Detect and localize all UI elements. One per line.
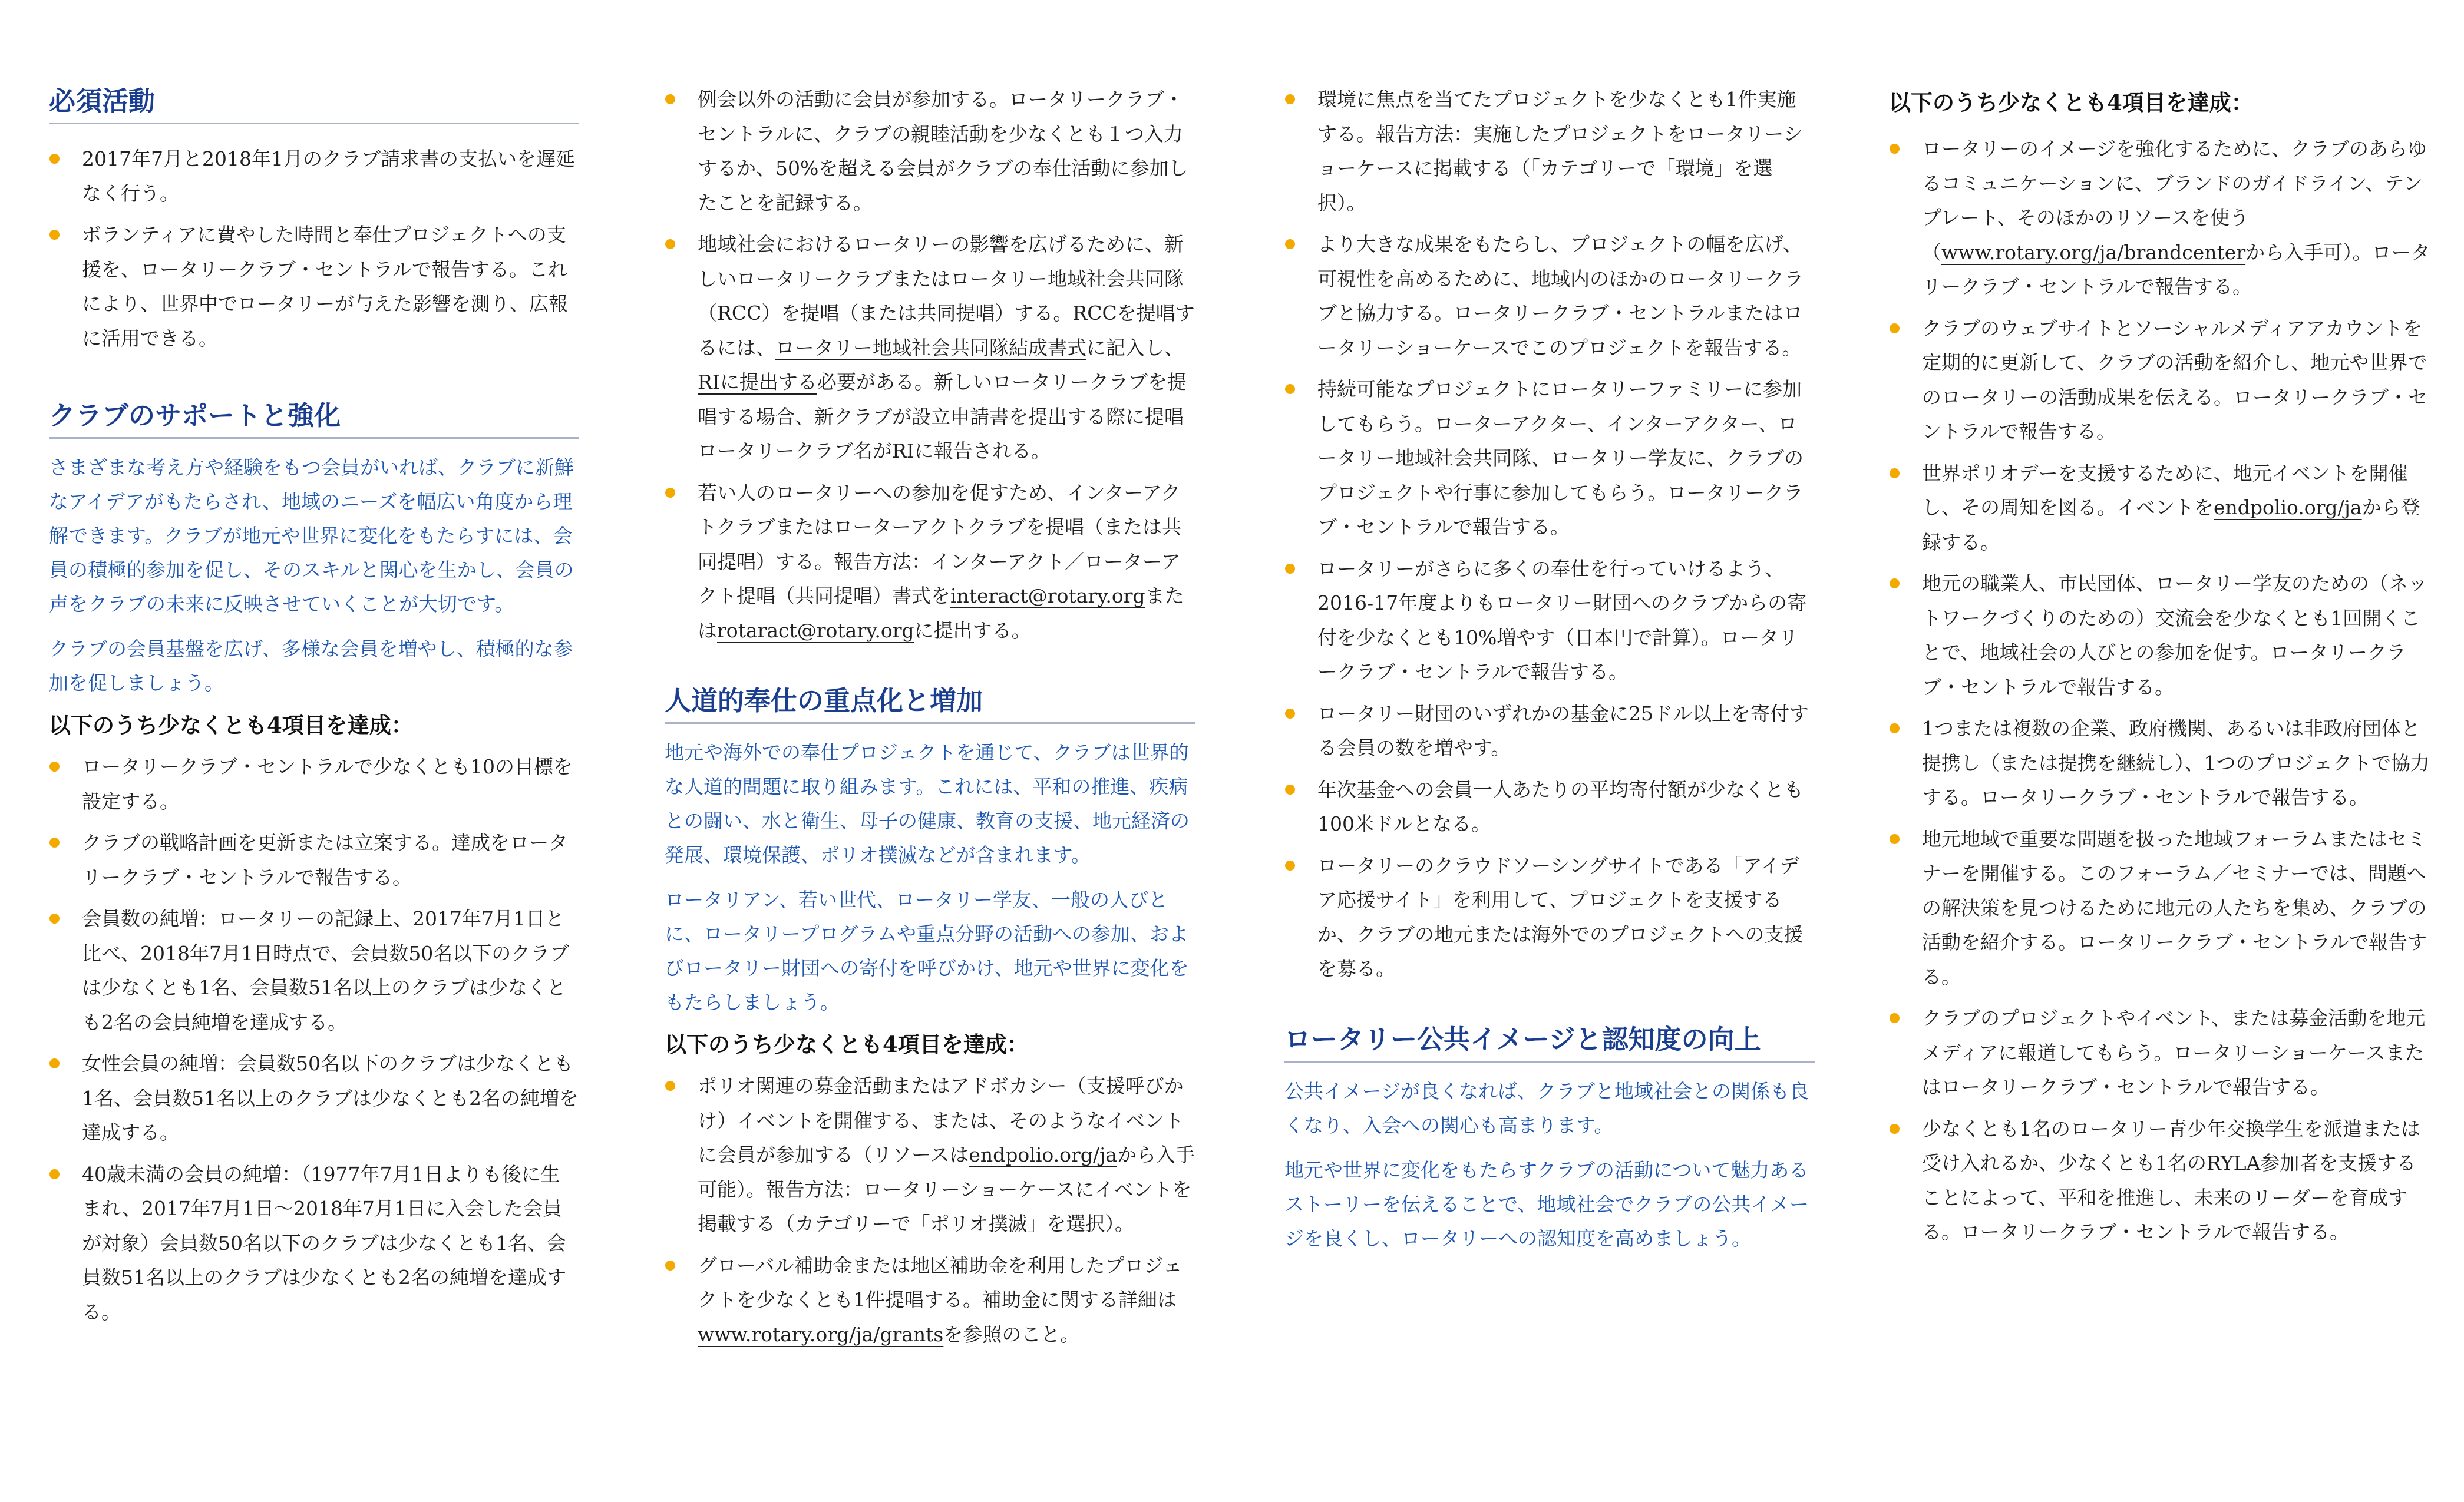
bullet-dot-icon	[1890, 723, 1900, 733]
list-item: 40歳未満の会員の純増：（1977年7月1日よりも後に生まれ、2017年7月1日〜2018年7月1日に入会した会員が対象）会員数50名以下のクラブは少なくとも1名、会員数51名以上のクラブは少なくとも2名の純増を達成する。	[49, 1157, 579, 1330]
bullet-dot-icon	[1890, 323, 1900, 333]
bullet-dot-icon	[49, 914, 60, 924]
list-item: クラブのウェブサイトとソーシャルメディアアカウントを定期的に更新して、クラブの活動を紹介し、地元や世界でのロータリーの活動成果を伝える。ロータリークラブ・セントラルで報告する。	[1889, 312, 2431, 449]
bullet-dot-icon	[1285, 785, 1295, 795]
bullet-dot-icon	[1890, 144, 1900, 154]
column-2	[665, 0, 1195, 1352]
intro-paragraph: 公共イメージが良くなれば、クラブと地域社会との関係も良くなり、入会への関心も高まります。	[1284, 1079, 1809, 1137]
club-support-list	[49, 750, 579, 1329]
endpolio-link[interactable]: endpolio.org/ja	[969, 1143, 1117, 1166]
section-heading-public-image: ロータリー公共イメージと認知度の向上	[1284, 1022, 1815, 1063]
bullet-dot-icon	[665, 1261, 675, 1271]
grants-link[interactable]: www.rotary.org/ja/grants	[698, 1322, 944, 1346]
list-item: 地元地域で重要な問題を扱った地域フォーラムまたはセミナーを開催する。このフォーラム／セミナーでは、問題への解決策を見つけるために地元の人たちを集め、クラブの活動を紹介する。ロータリークラブ・セントラルで報告する。	[1889, 822, 2431, 995]
subheading: 以下のうち少なくとも4項目を達成：	[665, 1031, 1029, 1057]
intro-paragraph: さまざまな考え方や経験をもつ会員がいれば、クラブに新鮮なアイデアがもたらされ、地域のニーズを幅広い角度から理解できます。クラブが地元や世界に変化をもたらすには、会員の積極的参加を促し、そのスキルと関心を生かし、会員の声をクラブの未来に反映させていくことが大切です。	[49, 456, 574, 616]
rotaract-email-link[interactable]: rotaract@rotary.org	[717, 618, 914, 642]
bullet-dot-icon	[665, 488, 675, 498]
bullet-dot-icon	[49, 230, 60, 240]
list-item: 持続可能なプロジェクトにロータリーファミリーに参加してもらう。ローターアクター、インターアクター、ロータリー地域社会共同隊、ロータリー学友に、クラブのプロジェクトや行事に参加してもらう。ロータリークラブ・セントラルで報告する。	[1284, 372, 1815, 545]
column-3	[1284, 0, 1815, 1256]
list-item: ロータリーのイメージを強化するために、クラブのあらゆるコミュニケーションに、ブランドのガイドライン、テンプレート、そのほかのリソースを使う（www.rotary.org/ja/brandcenterから入手可）。ロータリークラブ・セントラルで報告する。	[1889, 132, 2431, 305]
list-item: ロータリーのクラウドソーシングサイトである「アイデア応援サイト」を利用して、プロジェクトを支援するか、クラブの地元または海外でのプロジェクトへの支援を募る。	[1284, 849, 1815, 987]
list-item: ロータリーがさらに多くの奉仕を行っていけるよう、2016-17年度よりもロータリー財団へのクラブからの寄付を少なくとも10%増やす（日本円で計算）。ロータリークラブ・セントラルで報告する。	[1284, 552, 1815, 690]
bullet-dot-icon	[1285, 709, 1295, 719]
submit-to-ri-link[interactable]: RIに提出する	[698, 370, 817, 393]
list-item: 女性会員の純増：会員数50名以下のクラブは少なくとも1名、会員数51名以上のクラブは少なくとも2名の純増を達成する。	[49, 1047, 579, 1150]
bullet-dot-icon	[665, 94, 675, 104]
list-item: ロータリー財団のいずれかの基金に25ドル以上を寄付する会員の数を増やす。	[1284, 697, 1815, 766]
bullet-dot-icon	[1285, 861, 1295, 871]
bullet-dot-icon	[1890, 834, 1900, 844]
list-item: 若い人のロータリーへの参加を促すため、インターアクトクラブまたはローターアクトクラブを提唱（または共同提唱）する。報告方法：インターアクト／ローターアクト提唱（共同提唱）書式をinteract@rotary.orgまたはrotaract@rotary.orgに提出する。	[665, 476, 1195, 649]
bullet-dot-icon	[1890, 1124, 1900, 1134]
bullet-dot-icon	[49, 762, 60, 772]
bullet-dot-icon	[1285, 239, 1295, 249]
public-image-list	[1889, 132, 2431, 1250]
list-item: 地域社会におけるロータリーの影響を広げるために、新しいロータリークラブまたはロータリー地域社会共同隊（RCC）を提唱（または共同提唱）する。RCCを提唱するには、ロータリー地域社会共同隊結成書式に記入し、RIに提出する必要がある。新しいロータリークラブを提唱する場合、新クラブが設立申請書を提出する際に提唱ロータリークラブ名がRIに報告される。	[665, 227, 1195, 469]
column-4	[1889, 0, 2431, 1250]
bullet-dot-icon	[1890, 468, 1900, 478]
section-heading-required: 必須活動	[49, 84, 579, 124]
list-item: より大きな成果をもたらし、プロジェクトの幅を広げ、可視性を高めるために、地域内のほかのロータリークラブと協力する。ロータリークラブ・セントラルまたはロータリーショーケースでこのプロジェクトを報告する。	[1284, 227, 1815, 365]
bullet-dot-icon	[1890, 1013, 1900, 1023]
bullet-dot-icon	[665, 1081, 675, 1091]
humanitarian-list	[665, 1069, 1195, 1352]
list-item: 少なくとも1名のロータリー青少年交換学生を派遣または受け入れるか、少なくとも1名のRYLA参加者を支援することによって、平和を推進し、未来のリーダーを育成する。ロータリークラブ・セントラルで報告する。	[1889, 1112, 2431, 1250]
list-item: クラブの戦略計画を更新または立案する。達成をロータリークラブ・セントラルで報告する。	[49, 826, 579, 895]
list-item: ボランティアに費やした時間と奉仕プロジェクトへの支援を、ロータリークラブ・セントラルで報告する。これにより、世界中でロータリーが与えた影響を測り、広報に活用できる。	[49, 218, 579, 356]
list-item: 世界ポリオデーを支援するために、地元イベントを開催し、その周知を図る。イベントをendpolio.org/jaから登録する。	[1889, 456, 2431, 560]
endpolio-link[interactable]: endpolio.org/ja	[2214, 496, 2362, 519]
list-item: 年次基金への会員一人あたりの平均寄付額が少なくとも100米ドルとなる。	[1284, 773, 1815, 842]
bullet-dot-icon	[1285, 384, 1295, 394]
list-item: 会員数の純増：ロータリーの記録上、2017年7月1日と比べ、2018年7月1日時点で、会員数50名以下のクラブは少なくとも1名、会員数51名以上のクラブは少なくとも2名の会員純増を達成する。	[49, 902, 579, 1040]
intro-paragraph: クラブの会員基盤を広げ、多様な会員を増やし、積極的な参加を促しましょう。	[49, 637, 573, 694]
list-item: クラブのプロジェクトやイベント、または募金活動を地元メディアに報道してもらう。ロータリーショーケースまたはロータリークラブ・セントラルで報告する。	[1889, 1001, 2431, 1105]
column-1	[49, 0, 579, 1329]
bullet-dot-icon	[49, 154, 60, 164]
section-heading-club-support: クラブのサポートと強化	[49, 398, 579, 439]
rcc-form-link[interactable]: ロータリー地域社会共同隊結成書式	[775, 336, 1086, 359]
required-list	[49, 142, 579, 356]
bullet-dot-icon	[1285, 564, 1295, 574]
interact-email-link[interactable]: interact@rotary.org	[950, 584, 1145, 607]
list-item: ロータリークラブ・セントラルで少なくとも10の目標を設定する。	[49, 750, 579, 819]
intro-paragraph: ロータリアン、若い世代、ロータリー学友、一般の人びとに、ロータリープログラムや重点分野の活動への参加、およびロータリー財団への寄付を呼びかけ、地元や世界に変化をもたらしましょう。	[665, 888, 1189, 1014]
bullet-dot-icon	[1890, 578, 1900, 588]
subheading: 以下のうち少なくとも4項目を達成：	[1889, 90, 2253, 115]
list-item: グローバル補助金または地区補助金を利用したプロジェクトを少なくとも1件提唱する。補助金に関する詳細はwww.rotary.org/ja/grantsを参照のこと。	[665, 1249, 1195, 1352]
list-item: 2017年7月と2018年1月のクラブ請求書の支払いを遅延なく行う。	[49, 142, 579, 211]
bullet-dot-icon	[49, 1058, 60, 1068]
club-support-list-continued	[665, 82, 1195, 648]
bullet-dot-icon	[665, 239, 675, 249]
list-item: 環境に焦点を当てたプロジェクトを少なくとも1件実施する。報告方法：実施したプロジェクトをロータリーショーケースに掲載する（「カテゴリーで「環境」を選択）。	[1284, 82, 1815, 220]
list-item: 例会以外の活動に会員が参加する。ロータリークラブ・セントラルに、クラブの親睦活動を少なくとも１つ入力するか、50%を超える会員がクラブの奉仕活動に参加したことを記録する。	[665, 82, 1195, 220]
bullet-dot-icon	[49, 838, 60, 848]
section-heading-humanitarian: 人道的奉仕の重点化と増加	[665, 683, 1195, 724]
humanitarian-list-continued	[1284, 82, 1815, 987]
list-item: 1つまたは複数の企業、政府機関、あるいは非政府団体と提携し（または提携を継続し）、1つのプロジェクトで協力する。ロータリークラブ・セントラルで報告する。	[1889, 712, 2431, 815]
list-item: ポリオ関連の募金活動またはアドボカシー（支援呼びかけ）イベントを開催する、または、そのようなイベントに会員が参加する（リソースはendpolio.org/jaから入手可能）。報告方法：ロータリーショーケースにイベントを掲載する（カテゴリーで「ポリオ撲滅」を選択）。	[665, 1069, 1195, 1242]
brandcenter-link[interactable]: www.rotary.org/ja/brandcenter	[1941, 240, 2246, 264]
subheading: 以下のうち少なくとも4項目を達成：	[49, 712, 413, 738]
intro-paragraph: 地元や世界に変化をもたらすクラブの活動について魅力あるストーリーを伝えることで、地域社会でクラブの公共イメージを良くし、ロータリーへの認知度を高めましょう。	[1284, 1158, 1809, 1250]
bullet-dot-icon	[49, 1169, 60, 1179]
intro-paragraph: 地元や海外での奉仕プロジェクトを通じて、クラブは世界的な人道的問題に取り組みます。これには、平和の推進、疾病との闘い、水と衛生、母子の健康、教育の支援、地元経済の発展、環境保護、ポリオ撲滅などが含まれます。	[665, 741, 1190, 866]
list-item: 地元の職業人、市民団体、ロータリー学友のための（ネットワークづくりのための）交流会を少なくとも1回開くことで、地域社会の人びとの参加を促す。ロータリークラブ・セントラルで報告する。	[1889, 567, 2431, 704]
bullet-dot-icon	[1285, 94, 1295, 104]
